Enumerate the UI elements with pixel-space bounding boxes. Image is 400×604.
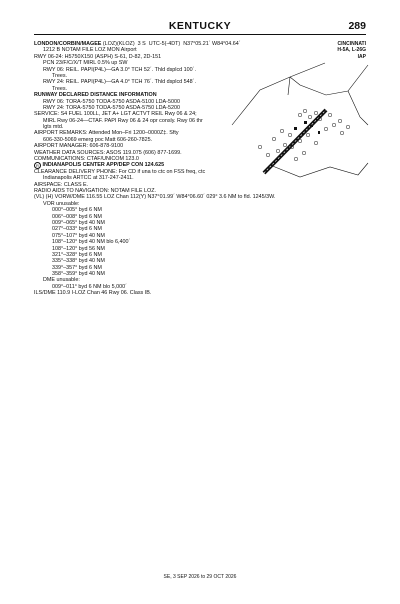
dme-unusable: DME unusable:: [43, 277, 80, 284]
comms-app: R INDIANAPOLIS CENTER APP/DEP CON 124.625: [34, 162, 334, 168]
airport-distance: 3 S: [137, 41, 146, 47]
runway-pcn: PCN 23/F/C/X/T MIRL 0.5% up SW: [43, 60, 128, 67]
vor-restriction: 335°–338° byd 40 NM: [52, 258, 105, 265]
vor-restriction: 358°–359° byd 40 NM: [52, 271, 105, 278]
airport-utc: UTC-5(-4DT): [148, 41, 181, 47]
vor-line: (VL) (H) VORW/DME 116.55 LOZ Chan 112(Y) N37°01.99´ W84°06.60´ 029° 3.6 NM to fld. 1245/3W.: [34, 194, 276, 201]
service-line-3: lgts mtd.: [43, 124, 64, 131]
clearance-line-1: CLEARANCE DELIVERY PHONE: For CD if una to ctc on FSS freq, ctc: [34, 168, 206, 175]
dme-restriction: 009°–011° byd 6 NM blo 5,000´: [52, 283, 127, 290]
runway-06-note: Trees.: [52, 72, 68, 79]
declared-rwy06: RWY 06: TORA-5750 TODA-5750 ASDA-5100 LDA-5000: [43, 98, 180, 105]
airport-manager: AIRPORT MANAGER: 606-878-9100: [34, 143, 124, 150]
vor-restriction: 108°–120° byd 40 NM blo 6,400´: [52, 239, 131, 246]
airport-diagram: [230, 55, 370, 190]
comms-ctaf: COMMUNICATIONS: CTAF/UNICOM 123.0: [34, 156, 139, 163]
ils-line: ILS/DME 110.9 I-LOZ Chan 46 Rwy 06. Class IB.: [34, 290, 152, 297]
runway-24: RWY 24: REIL. PAPI(P4L)—GA 4.0° TCH 76´. Thld dsplcd 548´.: [43, 79, 196, 86]
service-line-1: SERVICE: S4 FUEL 100LL, JET A+ LGT ACTVT REIL Rwy 06 & 24;: [34, 111, 197, 118]
airspace: AIRSPACE: CLASS E.: [34, 181, 89, 188]
vor-restriction: 006°–008° byd 6 NM: [52, 213, 102, 220]
state-heading: KENTUCKY: [168, 20, 232, 32]
vor-unusable: VOR unusable:: [43, 200, 80, 207]
chart-ref-cincinnati: CINCINNATI: [337, 41, 366, 47]
airport-ident: (LOZ)(KLOZ): [102, 41, 135, 47]
vor-restriction: 000°–005° byd 6 NM: [52, 207, 102, 214]
radio-title: RADIO AIDS TO NAVIGATION: NOTAM FILE LOZ.: [34, 187, 157, 194]
vor-restriction: 075°–107° byd 40 NM: [52, 232, 105, 239]
page-number: 289: [348, 20, 366, 32]
runway-main: RWY 06-24: H5750X150 (ASPH) S-61, D-82, 2D-151: [34, 53, 162, 60]
remarks-line-2: 606-330-5069 emerg poc Matt 606-260-7825.: [43, 136, 153, 143]
runway-06: RWY 06: REIL. PAPI(P4L)—GA 3.0° TCH 52´. Thld dsplcd 100´.: [43, 66, 196, 73]
vor-restriction: 027°–033° byd 6 NM: [52, 226, 102, 233]
vor-restriction: 009°–065° byd 40 NM: [52, 219, 105, 226]
runway-24-note: Trees.: [52, 85, 68, 92]
declared-title: RUNWAY DECLARED DISTANCE INFORMATION: [34, 92, 157, 99]
airport-name: LONDON/CORBIN/MAGEE: [34, 41, 102, 47]
chart-ref-iap: IAP: [357, 53, 366, 60]
clearance-line-2: Indianapolis ARTCC at 317-247-2411.: [43, 175, 134, 182]
service-line-2: MIRL Rwy 06-24—CTAF. PAPI Rwy 06 & 24 opr consly. Rwy 06 thr: [43, 117, 203, 124]
radar-icon: R: [34, 162, 41, 169]
vor-restrictions: [34, 207, 334, 277]
vor-restriction: 339°–357° byd 6 NM: [52, 264, 102, 271]
header-rule: [34, 34, 366, 35]
chart-ref-enroute: H-5A, L-26G: [337, 47, 366, 54]
airport-elevation: 1212 B NOTAM FILE LOZ MON Airport: [43, 47, 137, 54]
weather-sources: WEATHER DATA SOURCES: ASOS 119.075 (606) 877-1699.: [34, 149, 182, 156]
declared-rwy24: RWY 24: TORA-5750 TODA-5750 ASDA-5750 LDA-5200: [43, 104, 180, 111]
airport-coords: N37°05.21´ W84°04.64´: [183, 41, 241, 47]
remarks-line-1: AIRPORT REMARKS: Attended Mon–Fri 1200–0000Z‡. Sfty: [34, 130, 179, 137]
footer-validity: SE, 3 SEP 2026 to 29 OCT 2026: [163, 574, 237, 580]
vor-restriction: 321°–328° byd 6 NM: [52, 251, 102, 258]
vor-restriction: 108°–120° byd 56 NM: [52, 245, 105, 252]
